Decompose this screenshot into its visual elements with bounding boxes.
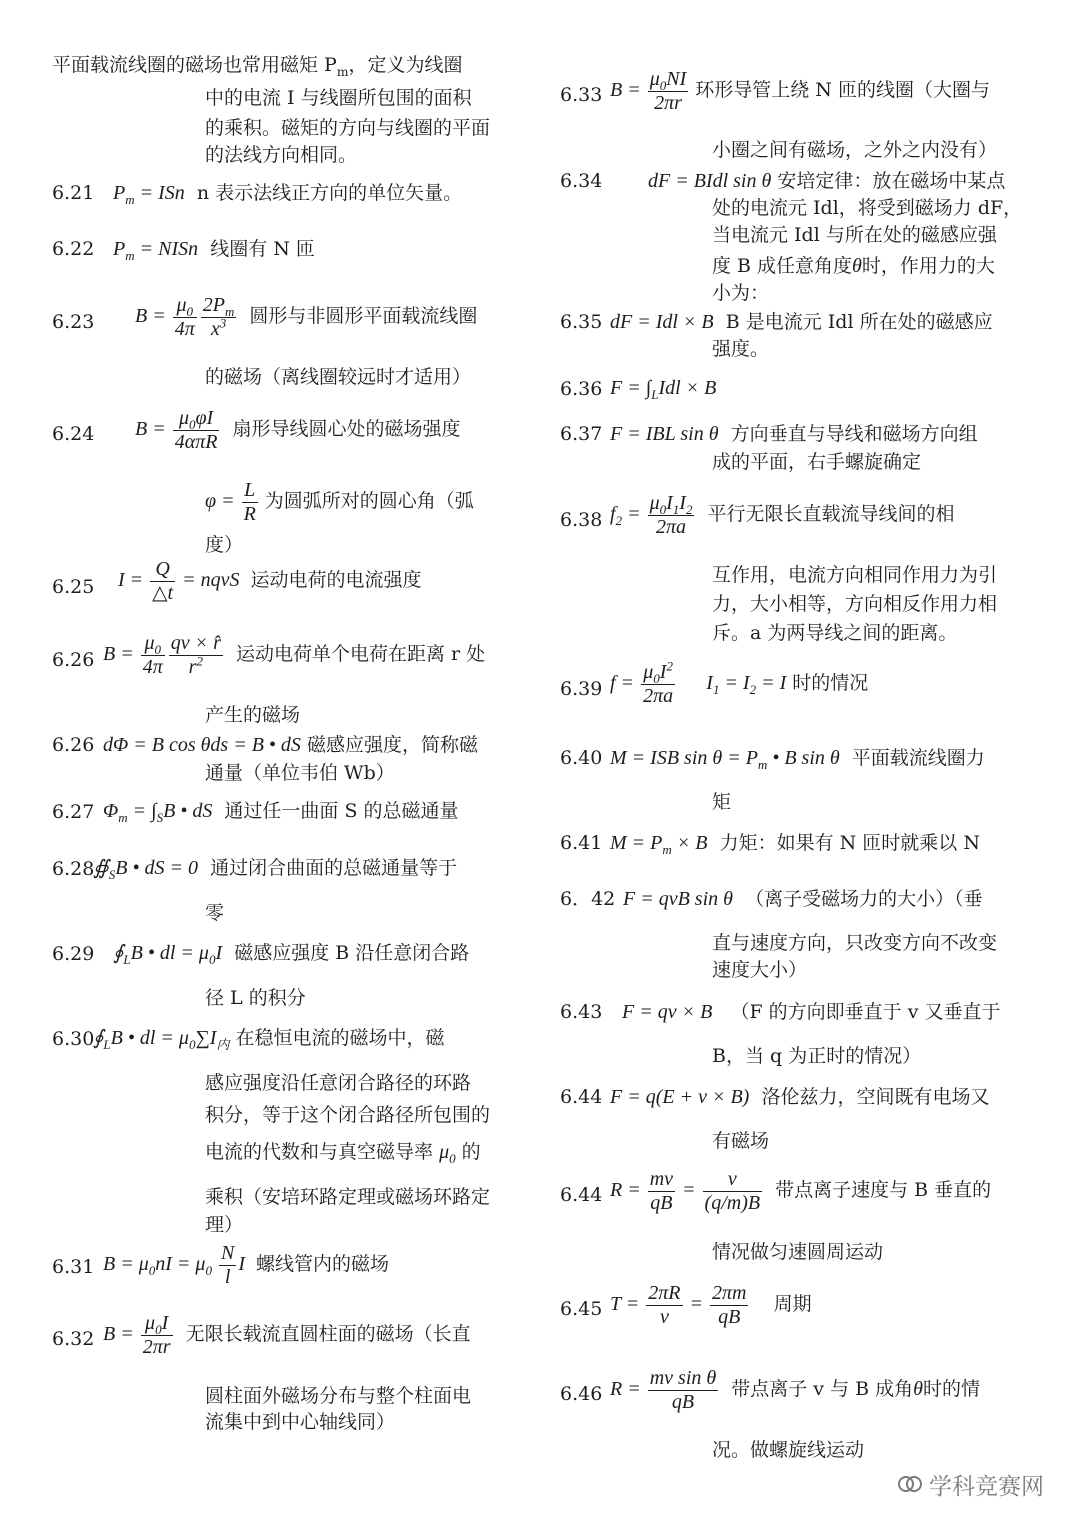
formula-math: F = qv × B [622,1001,713,1023]
watermark [897,1468,1044,1504]
formula-math: M = ISB $\sin \theta = P_m$ • B sin θ [610,747,840,772]
formula-math: $M = P_m \times B$ [610,832,708,857]
formula-math: B = $\frac{\mu_0I}{2\pi r}$ [103,1312,171,1358]
formula-math: $B = \mu_0nI = \mu_0$ $\frac{N}{l}$ I [103,1242,250,1288]
formula-math: $F = \int_LIdl \times B$ [610,377,717,402]
document-page: 平面载流线圈的磁场也常用磁矩 $P_m$，定义为线圈 中的电流 I 与线圈所包围的面积 的乘积。磁矩的方向与线圈的平面 的法线方向相同。 6.21 $P_m$ = ISn n 表示法线正方向的单位矢量。 6.22 $P_m$ = NISn 线圈有 N 匝 6.23 B = $\frac{\mu_0}{4\pi}$ $\frac{2P_m}{x^3}$ 圆形与非圆形平面载流线圈 的磁场（离线圈较远时才适用） 6.24 B = $\frac{\mu_0\varphi I}{\text{4απR}}$ 扇形导线圆心处的磁场强度 φ = $\frac{L}{R}$ 为圆弧所对的圆心角（弧 度） 6.25 I = $\frac{Q}{\triangle t}$ = nqvS 运动电荷的电流强度 6.26 B = $\frac{\mu_0}{4\pi}$ $\frac{qv \times r̂}{r^2}$ 运动电荷单个电荷在距离 r 处 产生的磁场 6.26 dΦ = B cos θds = B • dS 磁感应强度，简称磁 通量（单位韦伯 Wb） 6.27 $\Phi_m = \int_SB$ • dS 通过任一曲面 S 的总磁通量 6.28 $∯_SB$ • dS = 0 通过闭合曲面的总磁通量等于 零 6.29 $∮_LB$ • dl = $\mu_0I$ 磁感应强度 B 沿任意闭合路 径 L 的积分 6.30 $∮_LB$ • dl = $\mu_0\sum I_内$ 在稳恒电流的磁场中，磁 感应强度沿任意闭合路径的环路 积分，等于这个闭合路径所包围的 电流的代数和与真空磁导率 $\mu_0$ 的 乘积（安培环路定理或磁场环路定 理） 6.31 $B = \mu_0nI = \mu_0$ $\frac{N}{l}$ I 螺线管内的磁场 6.32 B = $\frac{\mu_0I}{2\pi r}$ 无限长载流直圆柱面的磁场（长直 圆柱面外磁场分布与整个柱面电 流集中到中心轴线同） 6.33 B = $\frac{\mu_0NI}{2\pi r}$ 环形导管上绕 N 匝的线圈（大圈与 小圈之间有磁场，之外之内没有） 6.34 dF = BIdl sin θ 安培定律：放在磁场中某点 处的电流元 Idl，将受到磁场力 dF， 当电流元 Idl 与所在处的磁感应强 度 B 成任意角度θ时，作用力的大 小为： 6.35 dF = Idl × B B 是电流元 Idl 所在处的磁感应 强度。 6.36 $F = \int_LIdl \times B$ 6.37 F = IBL sin θ 方向垂直与导线和磁场方向组 成的平面，右手螺旋确定 6.38 $f_2$ = $\frac{\mu_0I_1I_2}{2\pi a}$ 平行无限长直载流导线间的相 互作用，电流方向相同作用力为引 力，大小相等，方向相反作用力相 斥。a 为两导线之间的距离。 6.39 f = $\frac{\mu_0I^2}{2\pi a}$ $I_1 = I_2 = I$ 时的情况 6.40 M = ISB $\sin \theta = P_m$ • B sin θ 平面载流线圈力 矩 6.41 $M = P_m \times B$ 力矩：如果有 N 匝时就乘以 N 6．42 F = qvB sin θ （离子受磁场力的大小）（垂 直与速度方向，只改变方向不改变 速度大小） 6.43 F = qv × B （F 的方向即垂直于 v 又垂直于 B，当 q 为正时的情况） 6.44 F = q(E + v × B) 洛伦兹力，空间既有电场又 有磁场 6.44 R = $\frac{mv}{qB}$ = $\frac{v}{(q/m)B}$ 带点离子速度与 B 垂直的 情况做匀速圆周运动 6.45 T = $\frac{2\pi R}{v}$ = $\frac{2\pi m}{qB}$ 周期 6.46 R = $\frac{\text{mv sin θ}}{qB}$ 带点离子 v 与 B 成角θ时的情 况。做螺旋线运动 学科竞赛网 [0,0,1080,1527]
formula-math: dF = BIdl sin θ [648,170,772,192]
formula-math: $\Phi_m = \int_SB$ • dS [103,800,213,825]
formula-math: $∯_SB$ • dS = 0 [93,857,198,882]
formula-math: R = $\frac{mv}{qB}$ = $\frac{v}{(q/m)B}$ [610,1168,761,1214]
formula-math: dF = Idl × B [610,311,714,333]
formula-math: T = $\frac{2\pi R}{v}$ = $\frac{2\pi m}{qB}$ [610,1282,747,1328]
formula-math: $∮_LB$ • dl = $\mu_0\sum I_内$ [93,1027,230,1052]
formula-math: $P_m$ = ISn [113,182,185,207]
formula-math: f = $\frac{\mu_0I^2}{2\pi a}$ [610,658,674,707]
formula-math: $∮_LB$ • dl = $\mu_0I$ [113,942,223,967]
formula-math: $f_2$ = $\frac{\mu_0I_1I_2}{2\pi a}$ [610,492,693,538]
formula-math: B = $\frac{\mu_0}{4\pi}$ $\frac{qv \times r̂}{r^2}$ [103,632,221,678]
formula-math: B = $\frac{\mu_0}{4\pi}$ $\frac{2P_m}{x^3}$ [135,294,235,340]
formula-math: $P_m$ = NISn [113,238,199,263]
formula-math: I = $\frac{Q}{\triangle t}$ = nqvS [118,558,245,604]
wechat-channel-icon [897,1471,923,1503]
formula-math: F = qvB sin θ [623,888,733,910]
formula-math: B = $\frac{\mu_0\varphi I}{\text{4απR}}$ [135,407,218,453]
formula-math: φ = $\frac{L}{R}$ [205,479,256,525]
formula-math: R = $\frac{\text{mv sin θ}}{qB}$ [610,1367,717,1413]
formula-math: dΦ = B cos θds = B • dS [103,734,301,756]
watermark-text: 学科竞赛网 [929,1473,1044,1500]
formula-math: F = q(E + v × B) [610,1086,750,1108]
formula-math: F = IBL sin θ [610,423,719,445]
formula-math: B = $\frac{\mu_0NI}{2\pi r}$ [610,68,687,114]
